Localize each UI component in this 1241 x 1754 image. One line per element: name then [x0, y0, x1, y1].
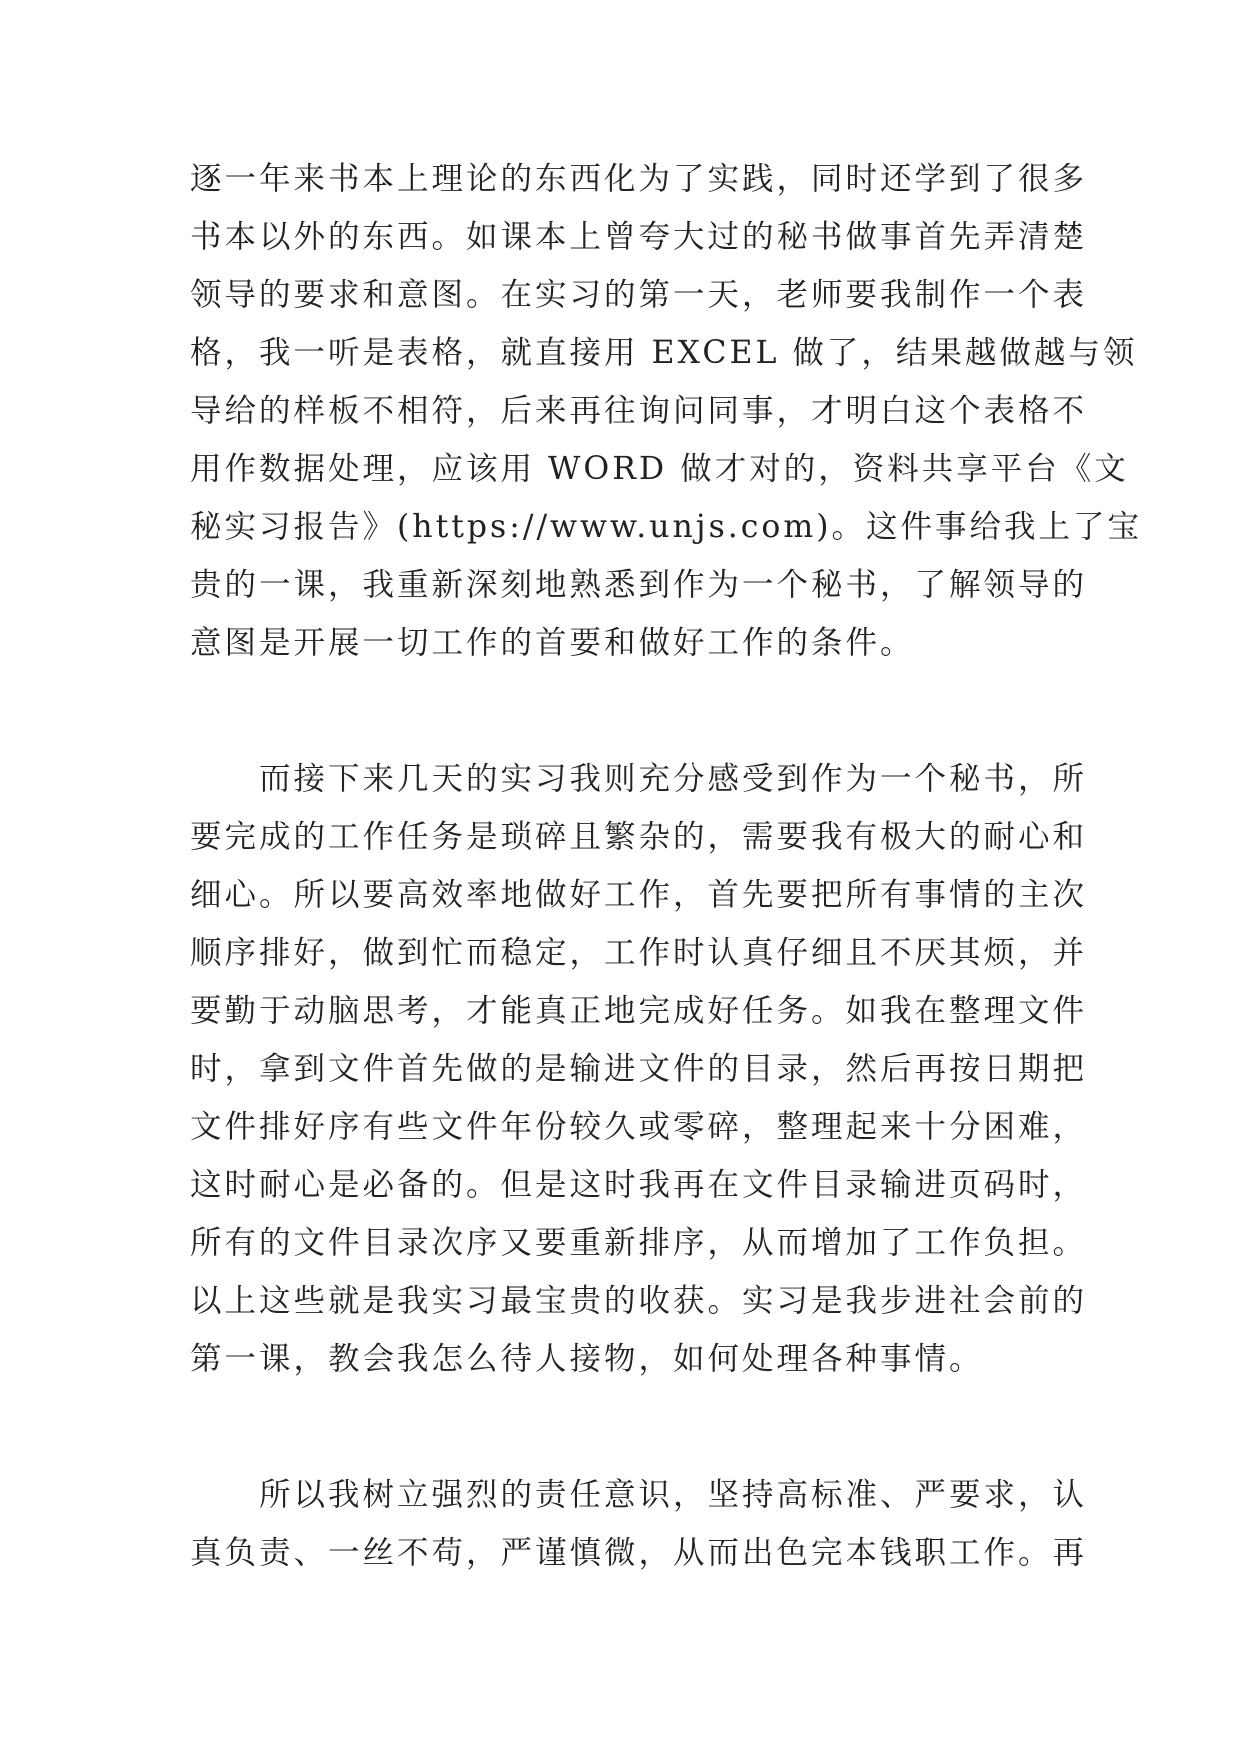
text-line: 所以我树立强烈的责任意识，坚持高标准、严要求，认: [190, 1477, 1088, 1513]
text-line: 而接下来几天的实习我则充分感受到作为一个秘书，所: [190, 761, 1088, 797]
paragraph-3: [190, 1466, 1088, 1582]
text-line: 文件排好序有些文件年份较久或零碎，整理起来十分困难，: [190, 1109, 1088, 1145]
document-body: [190, 150, 1143, 1582]
text-line: 导给的样板不相符，后来再往询问同事，才明白这个表格不: [190, 393, 1088, 429]
paragraph-1: [190, 150, 1143, 672]
text-line: 所有的文件目录次序又要重新排序，从而增加了工作负担。: [190, 1225, 1088, 1261]
text-line: 贵的一课，我重新深刻地熟悉到作为一个秘书，了解领导的: [190, 567, 1088, 603]
text-line: 真负责、一丝不苟，严谨慎微，从而出色完本钱职工作。再: [190, 1535, 1088, 1571]
paragraph-2: [190, 750, 1088, 1388]
text-line: 领导的要求和意图。在实习的第一天，老师要我制作一个表: [190, 277, 1088, 313]
text-line: 意图是开展一切工作的首要和做好工作的条件。: [190, 625, 915, 661]
text-line: 书本以外的东西。如课本上曾夸大过的秘书做事首先弄清楚: [190, 219, 1088, 255]
text-line: 顺序排好，做到忙而稳定，工作时认真仔细且不厌其烦，并: [190, 935, 1088, 971]
text-line: 秘实习报告》(https://www.unjs.com)。这件事给我上了宝: [190, 509, 1143, 545]
text-line: 用作数据处理，应该用 WORD 做才对的，资料共享平台《文: [190, 451, 1129, 487]
text-line: 细心。所以要高效率地做好工作，首先要把所有事情的主次: [190, 877, 1088, 913]
paragraph-spacer: [190, 672, 1052, 750]
paragraph-spacer: [190, 1388, 1052, 1466]
text-line: 以上这些就是我实习最宝贵的收获。实习是我步进社会前的: [190, 1283, 1088, 1319]
text-line: 第一课，教会我怎么待人接物，如何处理各种事情。: [190, 1341, 984, 1377]
text-line: 逐一年来书本上理论的东西化为了实践，同时还学到了很多: [190, 161, 1088, 197]
text-line: 要勤于动脑思考，才能真正地完成好任务。如我在整理文件: [190, 993, 1088, 1029]
text-line: 要完成的工作任务是琐碎且繁杂的，需要我有极大的耐心和: [190, 819, 1088, 855]
text-line: 格，我一听是表格，就直接用 EXCEL 做了，结果越做越与领: [190, 335, 1138, 371]
text-line: 时，拿到文件首先做的是输进文件的目录，然后再按日期把: [190, 1051, 1088, 1087]
text-line: 这时耐心是必备的。但是这时我再在文件目录输进页码时，: [190, 1167, 1088, 1203]
